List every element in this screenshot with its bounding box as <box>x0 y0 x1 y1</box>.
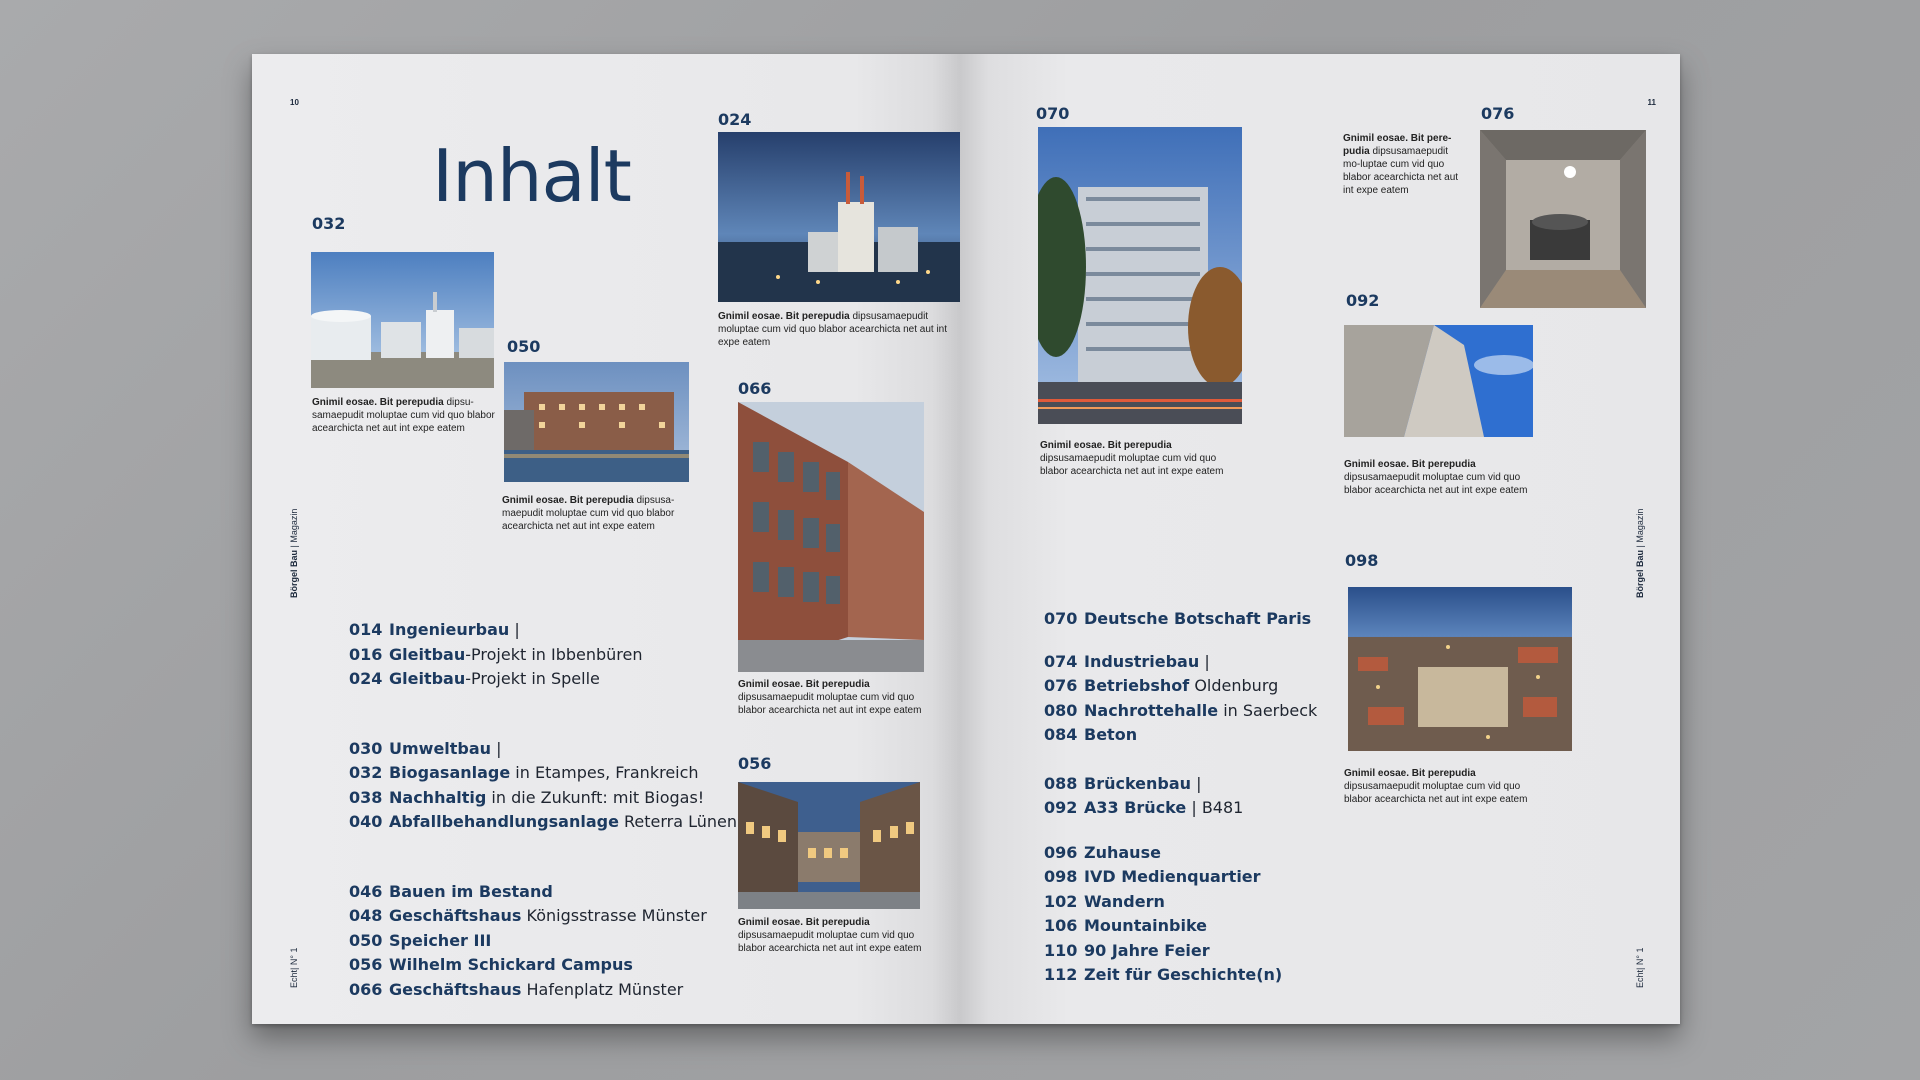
toc-entry[interactable]: 066 Geschäftshaus Hafenplatz Münster <box>349 979 684 999</box>
image-number: 050 <box>507 337 541 356</box>
toc-group <box>1044 841 1317 988</box>
image-number: 056 <box>738 754 772 773</box>
toc-entry[interactable]: 030 Umweltbau | <box>349 738 502 758</box>
image-caption: Gnimil eosae. Bit perepudia dipsusamaepudit moluptae cum vid quo blabor acearchicta net aut int expe eatem <box>738 679 922 716</box>
toc-group <box>1044 772 1317 821</box>
photo-geschaeftshaus-hafenplatz <box>738 402 924 672</box>
toc-entry[interactable]: 098 IVD Medienquartier <box>1044 867 1261 886</box>
toc-entry[interactable]: 016 Gleitbau-Projekt in Ibbenbüren <box>349 644 643 664</box>
page-title: Inhalt <box>432 134 631 218</box>
toc-entry[interactable]: 050 Speicher III <box>349 930 492 950</box>
image-caption: Gnimil eosae. Bit perepudia dipsu-samaepudit moluptae cum vid quo blabor acearchicta net aut int expe eatem <box>312 397 495 434</box>
image-caption: Gnimil eosae. Bit perepudia dipsusamaepudit moluptae cum vid quo blabor acearchicta net aut int expe eatem <box>718 311 948 348</box>
toc-entry[interactable]: 088 Brückenbau | <box>1044 773 1202 793</box>
side-label-right: Börgel Bau | Magazin <box>1635 508 1645 598</box>
photo-betriebshof <box>1480 130 1646 308</box>
image-caption: Gnimil eosae. Bit perepudia dipsusamaepudit moluptae cum vid quo blabor acearchicta net aut int expe eatem <box>1344 459 1528 496</box>
side-label-left: Börgel Bau | Magazin <box>289 508 299 598</box>
photo-biogas-plant <box>311 252 494 388</box>
page-number-right: 11 <box>1647 98 1656 107</box>
toc-entry[interactable]: 096 Zuhause <box>1044 842 1161 862</box>
toc-entry[interactable]: 038 Nachhaltig in die Zukunft: mit Biogas! <box>349 787 705 807</box>
right-page <box>960 54 1680 1024</box>
toc-entry[interactable]: 076 Betriebshof Oldenburg <box>1044 676 1279 695</box>
image-caption: Gnimil eosae. Bit perepudia dipsusa-maepudit moluptae cum vid quo blabor acearchicta net aut int expe eatem <box>502 495 675 532</box>
photo-ivd-medienquartier <box>1348 587 1572 751</box>
toc-entry[interactable]: 102 Wandern <box>1044 891 1165 911</box>
image-caption: Gnimil eosae. Bit perepudia dipsusamaepudit moluptae cum vid quo blabor acearchicta net aut int expe eatem <box>1040 440 1224 477</box>
toc-right <box>1044 607 1317 988</box>
toc-entry[interactable]: 092 A33 Brücke | B481 <box>1044 798 1244 817</box>
toc-entry[interactable]: 106 Mountainbike <box>1044 916 1208 935</box>
photo-gleitbau-plant <box>718 132 960 302</box>
image-number: 076 <box>1481 104 1515 123</box>
toc-entry[interactable]: 056 Wilhelm Schickard Campus <box>349 955 633 974</box>
image-number: 032 <box>312 214 346 233</box>
image-caption: Gnimil eosae. Bit perepudia dipsusamaepudit moluptae cum vid quo blabor acearchicta net aut int expe eatem <box>1344 768 1528 805</box>
image-caption: Gnimil eosae. Bit perepudia dipsusamaepudit moluptae cum vid quo blabor acearchicta net aut int expe eatem <box>738 917 922 954</box>
image-number: 098 <box>1345 551 1379 570</box>
image-caption: Gnimil eosae. Bit pere-pudia dipsusamaepudit mo-luptae cum vid quo blabor acearchicta net aut int expe eatem <box>1343 133 1459 196</box>
photo-a33-bruecke <box>1344 325 1533 437</box>
toc-entry[interactable]: 048 Geschäftshaus Königsstrasse Münster <box>349 906 707 925</box>
toc-left <box>349 618 737 1002</box>
toc-entry[interactable]: 032 Biogasanlage in Etampes, Frankreich <box>349 763 699 782</box>
toc-entry[interactable]: 074 Industriebau | <box>1044 651 1210 671</box>
toc-entry[interactable]: 014 Ingenieurbau | <box>349 620 520 639</box>
toc-group <box>1044 607 1317 632</box>
image-number: 066 <box>738 379 772 398</box>
toc-entry[interactable]: 024 Gleitbau-Projekt in Spelle <box>349 669 600 688</box>
photo-deutsche-botschaft <box>1038 127 1242 424</box>
side-issue-right: Echt| N° 1 <box>1635 947 1645 988</box>
photo-schickard-campus <box>738 782 920 909</box>
page-number-left: 10 <box>290 98 299 107</box>
toc-group <box>349 618 737 692</box>
toc-entry[interactable]: 046 Bauen im Bestand <box>349 881 553 901</box>
toc-entry[interactable]: 070 Deutsche Botschaft Paris <box>1044 609 1312 628</box>
toc-entry[interactable]: 112 Zeit für Geschichte(n) <box>1044 965 1283 984</box>
image-number: 070 <box>1036 104 1070 123</box>
toc-entry[interactable]: 080 Nachrottehalle in Saerbeck <box>1044 700 1318 720</box>
toc-group <box>1044 650 1317 748</box>
toc-entry[interactable]: 040 Abfallbehandlungsanlage Reterra Lünen <box>349 812 738 831</box>
toc-group <box>349 880 737 1003</box>
toc-group <box>349 737 737 835</box>
side-issue-left: Echt| N° 1 <box>289 947 299 988</box>
magazine-spread <box>252 54 1680 1024</box>
image-number: 092 <box>1346 291 1380 310</box>
toc-entry[interactable]: 084 Beton <box>1044 725 1138 744</box>
toc-entry[interactable]: 110 90 Jahre Feier <box>1044 940 1210 960</box>
image-number: 024 <box>718 110 752 129</box>
left-page <box>252 54 960 1024</box>
photo-speicher-building <box>504 362 689 482</box>
